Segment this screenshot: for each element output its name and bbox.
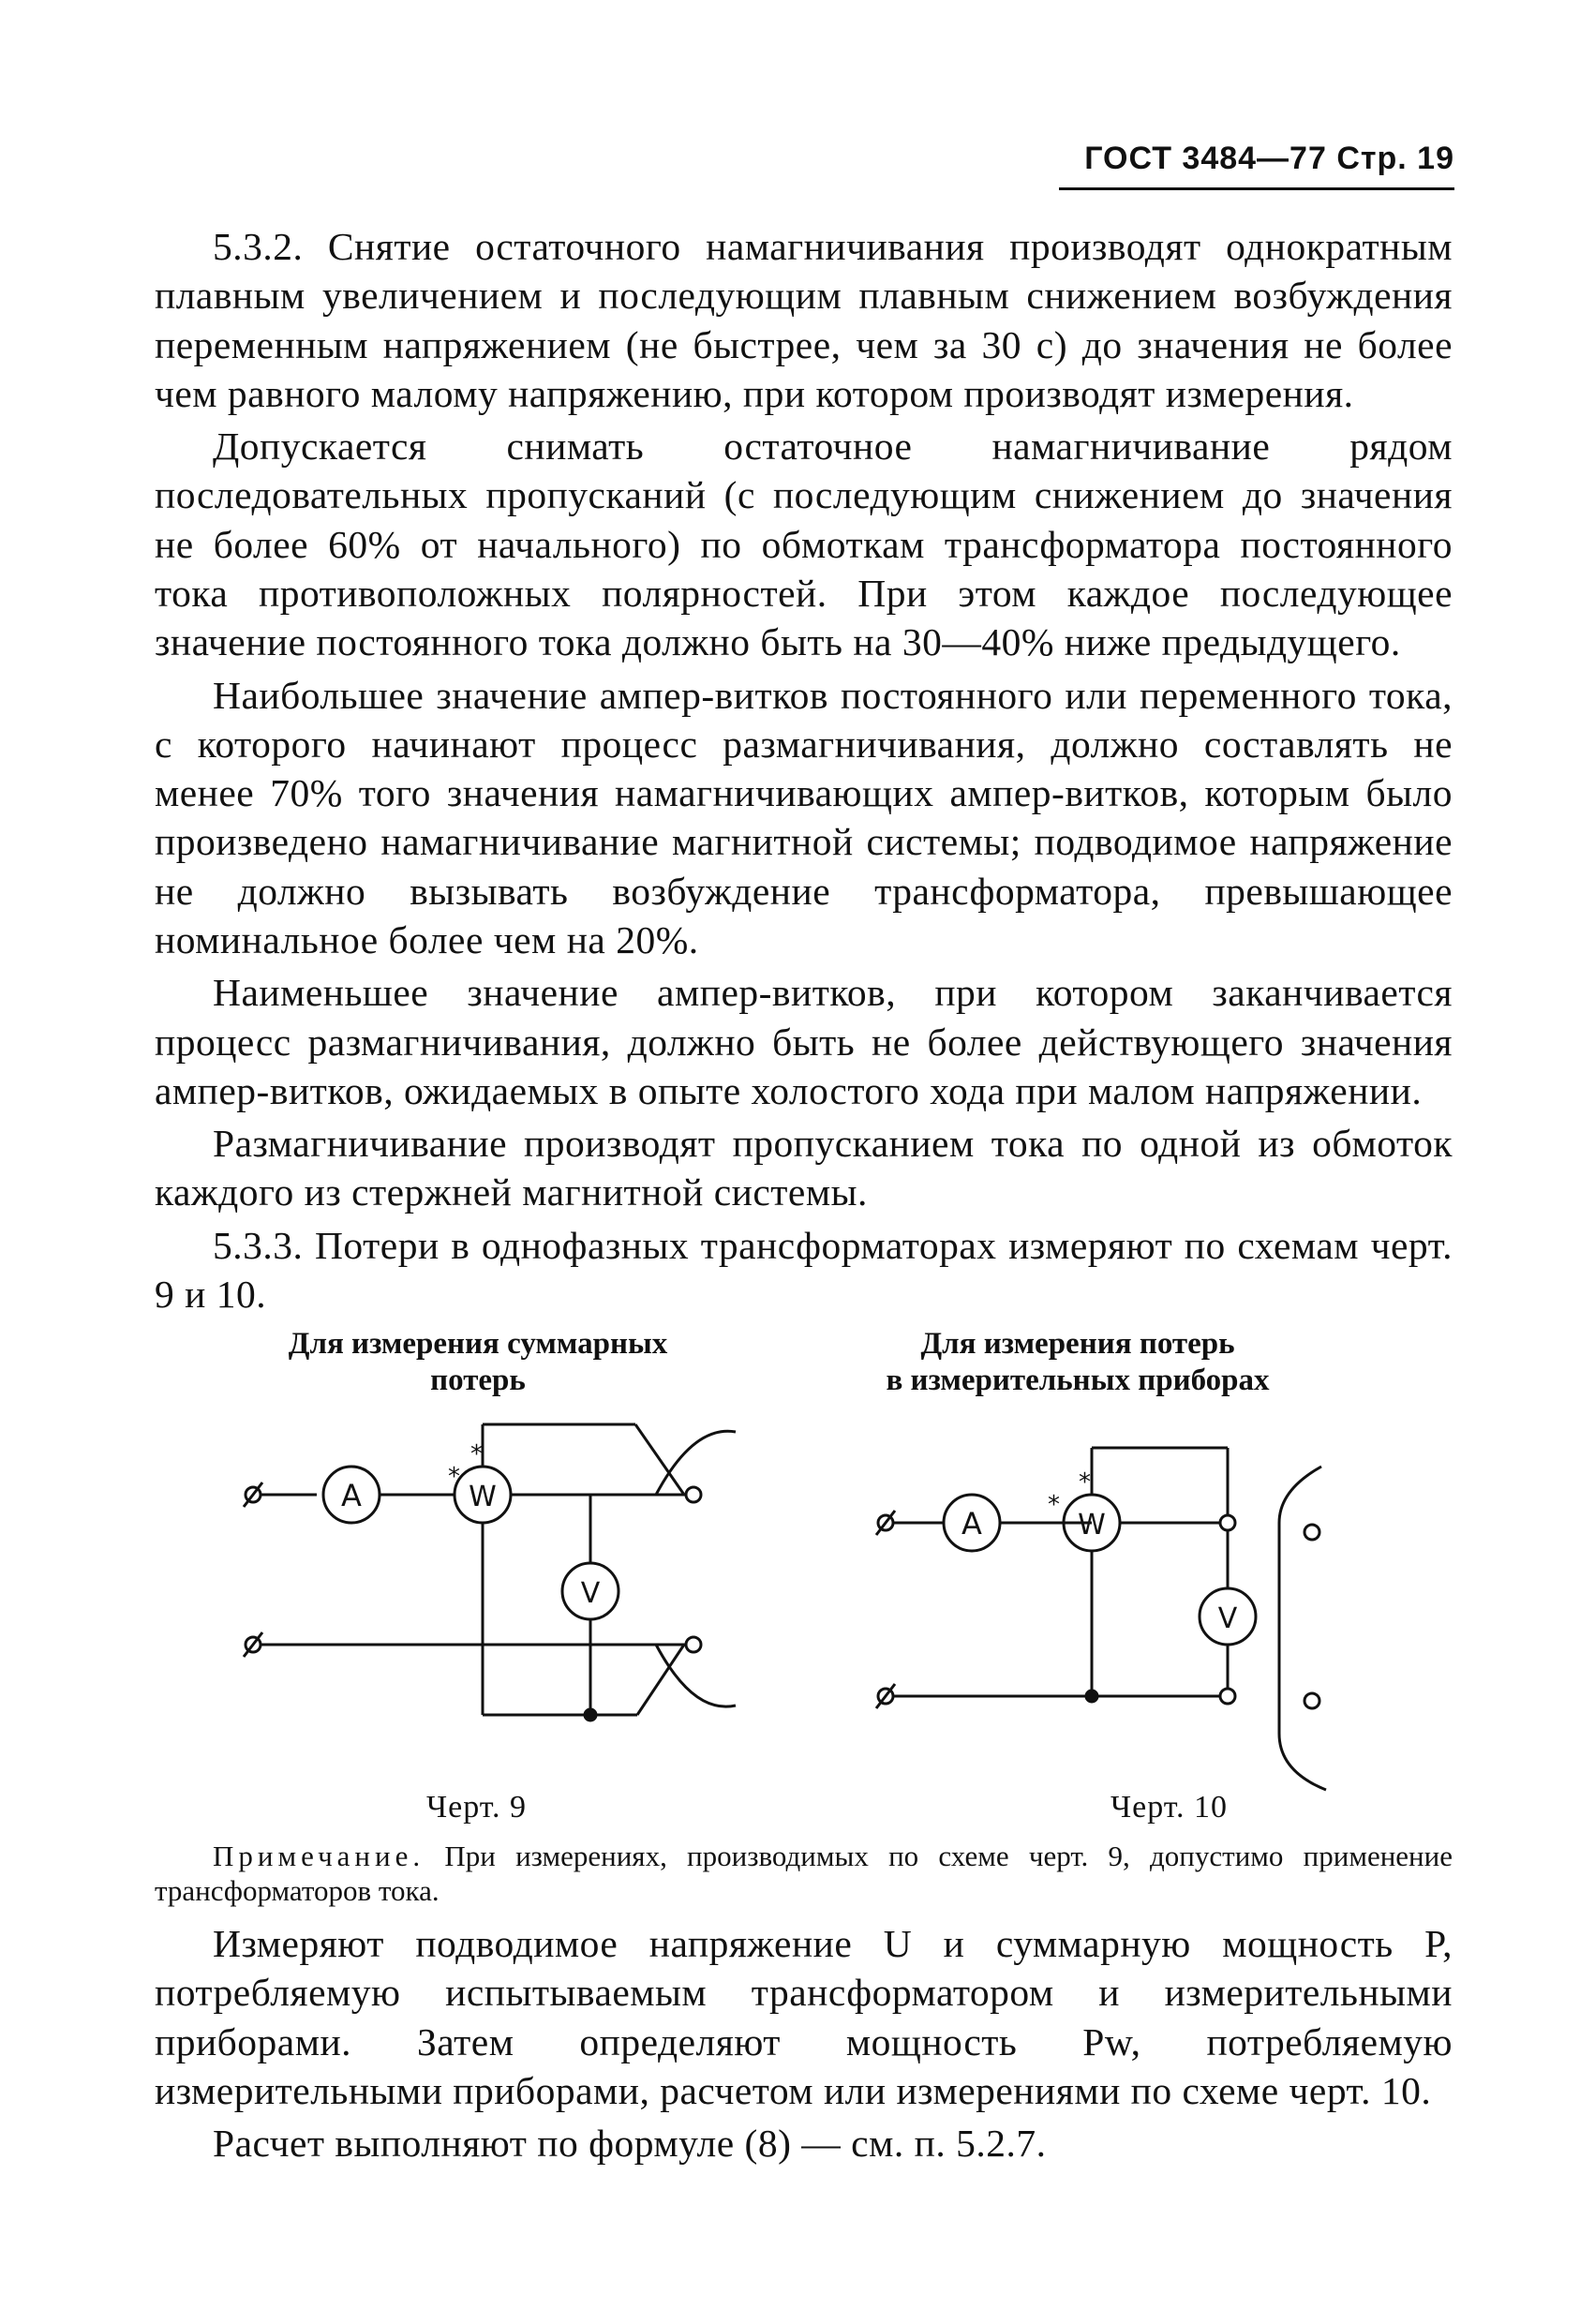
fig9-terminal-bottom xyxy=(244,1632,262,1657)
fig10-terminal-top xyxy=(876,1511,895,1535)
paragraph-demagnetize-allowed: Допускается снимать остаточное намагничивание рядом последовательных пропусканий (с последующим снижением до значения не более 60% от начального) по обмоткам трансформатора постоянного тока противоположных полярностей. При этом каждое последующее значение постоянного тока должно быть на 30—40% ниже предыдущего. xyxy=(155,425,1453,664)
fig9-ammeter-label: A xyxy=(341,1478,362,1513)
fig9-star-left: * xyxy=(448,1463,460,1491)
fig10-terminal-out-top xyxy=(1220,1515,1235,1530)
fig9-caption-line2: потерь xyxy=(430,1363,526,1397)
fig10-ammeter-label: A xyxy=(961,1506,982,1542)
note-text: При измерениях, производимых по схеме черт. 9, допустимо применение трансформаторов тока. xyxy=(155,1840,1453,1908)
fig10-label: Черт. 10 xyxy=(1111,1790,1229,1825)
fig9-label: Черт. 9 xyxy=(426,1790,528,1825)
fig9-caption xyxy=(248,1326,708,1399)
fig9-terminal-out-top xyxy=(686,1487,701,1502)
header-rule xyxy=(1059,187,1454,190)
fig10-wattmeter-label: W xyxy=(1078,1509,1106,1542)
fig10-star-left: * xyxy=(1048,1491,1060,1519)
fig9-star-top: * xyxy=(470,1440,483,1468)
paragraph-max-ampere-turns: Наибольшее значение ампер-витков постоянного или переменного тока, с которого начинают процесс размагничивания, должно составлять не менее 70% того значения намагничивающих ампер-витков, которым было произведено намагничивание магнитной системы; подводимое напряжение не должно вызывать возбуждение трансформатора, превышающее номинальное более чем на 20%. xyxy=(155,673,1453,961)
fig9-schematic xyxy=(216,1406,740,1780)
note xyxy=(155,1839,1453,1908)
paragraph-5-3-3: 5.3.3. Потери в однофазных трансформаторах измеряют по схемам черт. 9 и 10. xyxy=(155,1223,1453,1316)
fig10-terminal-out-bottom xyxy=(1220,1689,1235,1704)
fig10-schematic xyxy=(857,1424,1438,1818)
paragraph-demagnetize-method: Размагничивание производят пропусканием тока по одной из обмоток каждого из стержней магнитной системы. xyxy=(155,1122,1453,1214)
note-prefix: Примечание. xyxy=(213,1840,425,1872)
fig10-star-top: * xyxy=(1079,1468,1091,1497)
lower-text xyxy=(155,1919,1453,2171)
fig9-terminal-out-bottom xyxy=(686,1637,701,1652)
fig10-winding-terminal-top xyxy=(1304,1525,1319,1540)
fig10-voltmeter-label: V xyxy=(1217,1602,1238,1635)
paragraph-formula-ref: Расчет выполняют по формуле (8) — см. п. 5.2.7. xyxy=(213,2122,1047,2166)
fig10-caption-line1: Для измерения потерь xyxy=(920,1327,1235,1361)
fig9-caption-line1: Для измерения суммарных xyxy=(288,1327,668,1361)
fig10-caption-line2: в измерительных приборах xyxy=(886,1363,1270,1397)
paragraph-5-3-2: 5.3.2. Снятие остаточного намагничивания производят однократным плавным увеличением и последующим плавным снижением возбуждения переменным напряжением (не быстрее, чем за 30 с) до значения не более чем равного малому напряжению, при котором производят измерения. xyxy=(155,225,1453,415)
paragraph-measure-power: Измеряют подводимое напряжение U и суммарную мощность P, потребляемую испытываемым трансформатором и измерительными приборами. Затем определяют мощность Pw, потребляемую измерительными приборами, расчетом или измерениями по схеме черт. 10. xyxy=(155,1922,1453,2112)
paragraph-min-ampere-turns: Наименьшее значение ампер-витков, при котором заканчивается процесс размагничивания, должно быть не более действующего значения ампер-витков, ожидаемых в опыте холостого хода при малом напряжении. xyxy=(155,971,1453,1112)
fig10-terminal-bottom xyxy=(876,1684,895,1708)
upper-text xyxy=(155,222,1453,1322)
fig10-caption xyxy=(843,1326,1312,1399)
fig9-terminal-top xyxy=(244,1482,262,1507)
fig9-wattmeter-label: W xyxy=(469,1481,497,1513)
fig9-voltmeter-label: V xyxy=(580,1577,601,1610)
fig10-winding-terminal-bottom xyxy=(1304,1693,1319,1708)
page-header: ГОСТ 3484—77 Стр. 19 xyxy=(1084,141,1454,176)
